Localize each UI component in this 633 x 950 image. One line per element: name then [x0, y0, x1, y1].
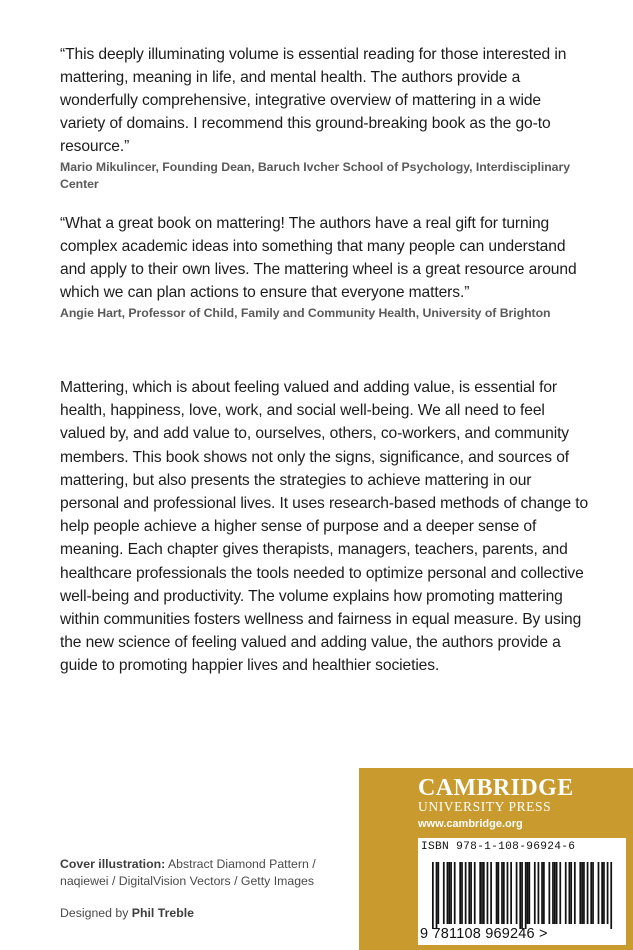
publisher-logo-name: CAMBRIDGE — [418, 775, 574, 801]
endorsement-1-attribution: Mario Mikulincer, Founding Dean, Baruch Ivcher School of Psychology, Interdisciplinary Center — [60, 160, 570, 191]
barcode-panel — [418, 838, 626, 945]
endorsement-2 — [60, 212, 580, 322]
endorsement-1-quote: “This deeply illuminating volume is essential reading for those interested in mattering, meaning in life, and mental health. The authors provide a wonderfully comprehensive, integrative overview of mattering in a wide variety of domains. I recommend this ground-breaking book as the go-to resource.” — [60, 46, 567, 155]
cover-illustration-credit — [60, 856, 360, 890]
designer-credit — [60, 905, 194, 922]
endorsement-2-attribution: Angie Hart, Professor of Child, Family and Community Health, University of Brighton — [60, 306, 551, 320]
designer-name: Phil Treble — [131, 906, 194, 920]
cover-credit-label: Cover illustration: — [60, 857, 166, 871]
cover-credit-text: Abstract Diamond Pattern / naqiewei / DigitalVision Vectors / Getty Images — [60, 857, 316, 888]
design-credit-label: Designed by — [60, 906, 129, 920]
book-description: Mattering, which is about feeling valued and adding value, is essential for health, happiness, love, work, and social well-being. We all need to feel valued by, and add value to, ourselves, others, co-workers, and community members. This book shows not only the signs, significance, and sources of mattering, but also presents the strategies to achieve mattering in our personal and professional lives. It uses research-based methods of change to help people achieve a higher sense of purpose and a deeper sense of meaning. Each chapter gives therapists, managers, teachers, parents, and healthcare professionals the tools needed to optimize personal and collective well-being and productivity. The volume explains how promoting mattering within communities fosters wellness and fairness in equal measure. By using the new science of feeling valued and adding value, the authors provide a guide to promoting happier lives and healthier societies. — [60, 379, 589, 675]
endorsement-1 — [60, 43, 580, 192]
isbn-label: ISBN 978-1-108-96924-6 — [421, 841, 576, 853]
publisher-logo-press: UNIVERSITY PRESS — [418, 799, 552, 814]
barcode-digits: 9 781108 969246 > — [420, 926, 548, 942]
publisher-url: www.cambridge.org — [418, 818, 523, 830]
endorsement-2-quote: “What a great book on mattering! The authors have a real gift for turning complex academic ideas into something that many people can understand and apply to their own lives. The mattering wheel is a great resource around which we can plan actions to ensure that everyone matters.” — [60, 215, 577, 301]
publisher-panel — [359, 768, 633, 950]
